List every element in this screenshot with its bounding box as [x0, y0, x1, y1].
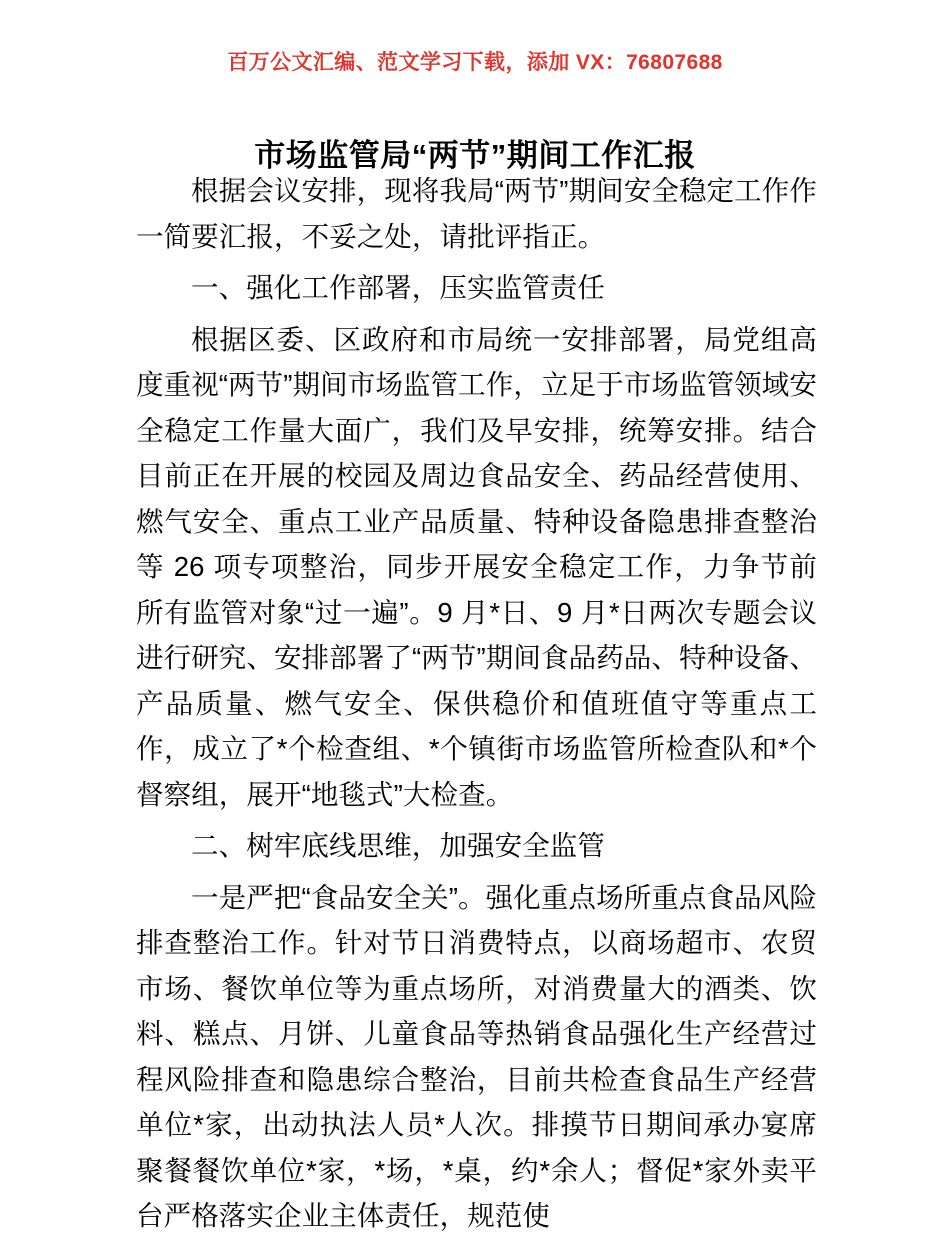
section-1-heading: 一、强化工作部署，压实监管责任 [191, 272, 605, 303]
section-2-heading: 二、树牢底线思维，加强安全监管 [191, 830, 605, 861]
document-title: 市场监管局“两节”期间工作汇报 [254, 137, 696, 173]
section-1-body: 根据区委、区政府和市局统一安排部署，局党组高度重视“两节”期间市场监管工作，立足于市场监管领域安全稳定工作量大面广，我们及早安排，统筹安排。结合目前正在开展的校园及周边食品安全、药品经营使用、燃气安全、重点工业产品质量、特种设备隐患排查整治等 26 项专项整治，同步开展安全稳定工作，力争节前所有监管对象“过一遍”。9 月*日、9 月*日两次专题会议进行研究、安排部署了“两节”期间食品药品、特种设备、产品质量、燃气安全、保供稳价和值班值守等重点工作，成立了*个检查组、*个镇街市场监管所检查队和*个督察组，展开“地毯式”大检查。 [136, 323, 817, 810]
promo-banner: 百万公文汇编、范文学习下载，添加 VX：76807688 [227, 51, 723, 74]
section-2-body: 一是严把“食品安全关”。强化重点场所重点食品风险排查整治工作。针对节日消费特点，以商场超市、农贸市场、餐饮单位等为重点场所，对消费量大的酒类、饮料、糕点、月饼、儿童食品等热销食品强化生产经营过程风险排查和隐患综合整治，目前共检查食品生产经营单位*家，出动执法人员*人次。排摸节日期间承办宴席聚餐餐饮单位*家，*场，*桌，约*余人；督促*家外卖平台严格落实企业主体责任，规范使 [136, 881, 817, 1231]
document-body [136, 168, 817, 1239]
intro-paragraph: 根据会议安排，现将我局“两节”期间安全稳定工作作一简要汇报，不妥之处，请批评指正。 [136, 175, 817, 252]
